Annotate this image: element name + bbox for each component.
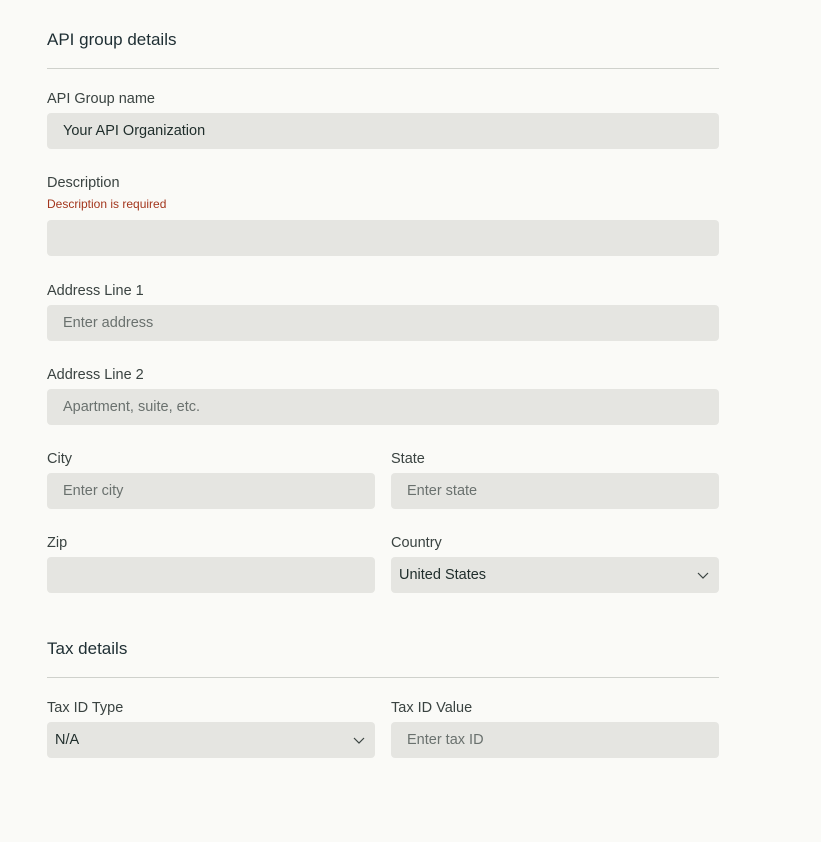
address-line-1-field [47,282,719,341]
zip-field [47,534,375,593]
tax-id-type-label: Tax ID Type [47,700,124,716]
country-select[interactable] [391,557,719,593]
city-label: City [47,451,72,467]
state-field [391,450,719,509]
description-label: Description [47,175,120,191]
tax-id-value-label: Tax ID Value [391,700,473,716]
city-input[interactable] [47,473,375,509]
address-line-2-field [47,366,719,425]
description-input[interactable] [47,220,719,256]
section-divider [47,677,719,678]
chevron-down-icon [352,733,366,747]
section-title-api-group: API group details [47,30,177,49]
tax-id-type-field [47,699,375,758]
description-field [47,174,719,256]
tax-id-value-field [391,699,719,758]
section-divider [47,68,719,69]
country-field [391,534,719,593]
zip-label: Zip [47,535,68,551]
address-line-1-input[interactable] [47,305,719,341]
section-title-tax: Tax details [47,639,128,658]
tax-id-type-select[interactable] [47,722,375,758]
address-line-1-label: Address Line 1 [47,283,144,299]
address-line-2-input[interactable] [47,389,719,425]
chevron-down-icon [696,568,710,582]
tax-id-value-input[interactable] [391,722,719,758]
api-group-name-input[interactable] [47,113,719,149]
state-label: State [391,451,425,467]
api-group-name-label: API Group name [47,91,155,107]
city-field [47,450,375,509]
address-line-2-label: Address Line 2 [47,367,144,383]
zip-input[interactable] [47,557,375,593]
tax-id-type-value: N/A [55,732,80,748]
country-label: Country [391,535,442,551]
description-error: Description is required [47,197,167,211]
api-group-name-field [47,90,719,149]
country-select-value: United States [399,567,487,583]
state-input[interactable] [391,473,719,509]
